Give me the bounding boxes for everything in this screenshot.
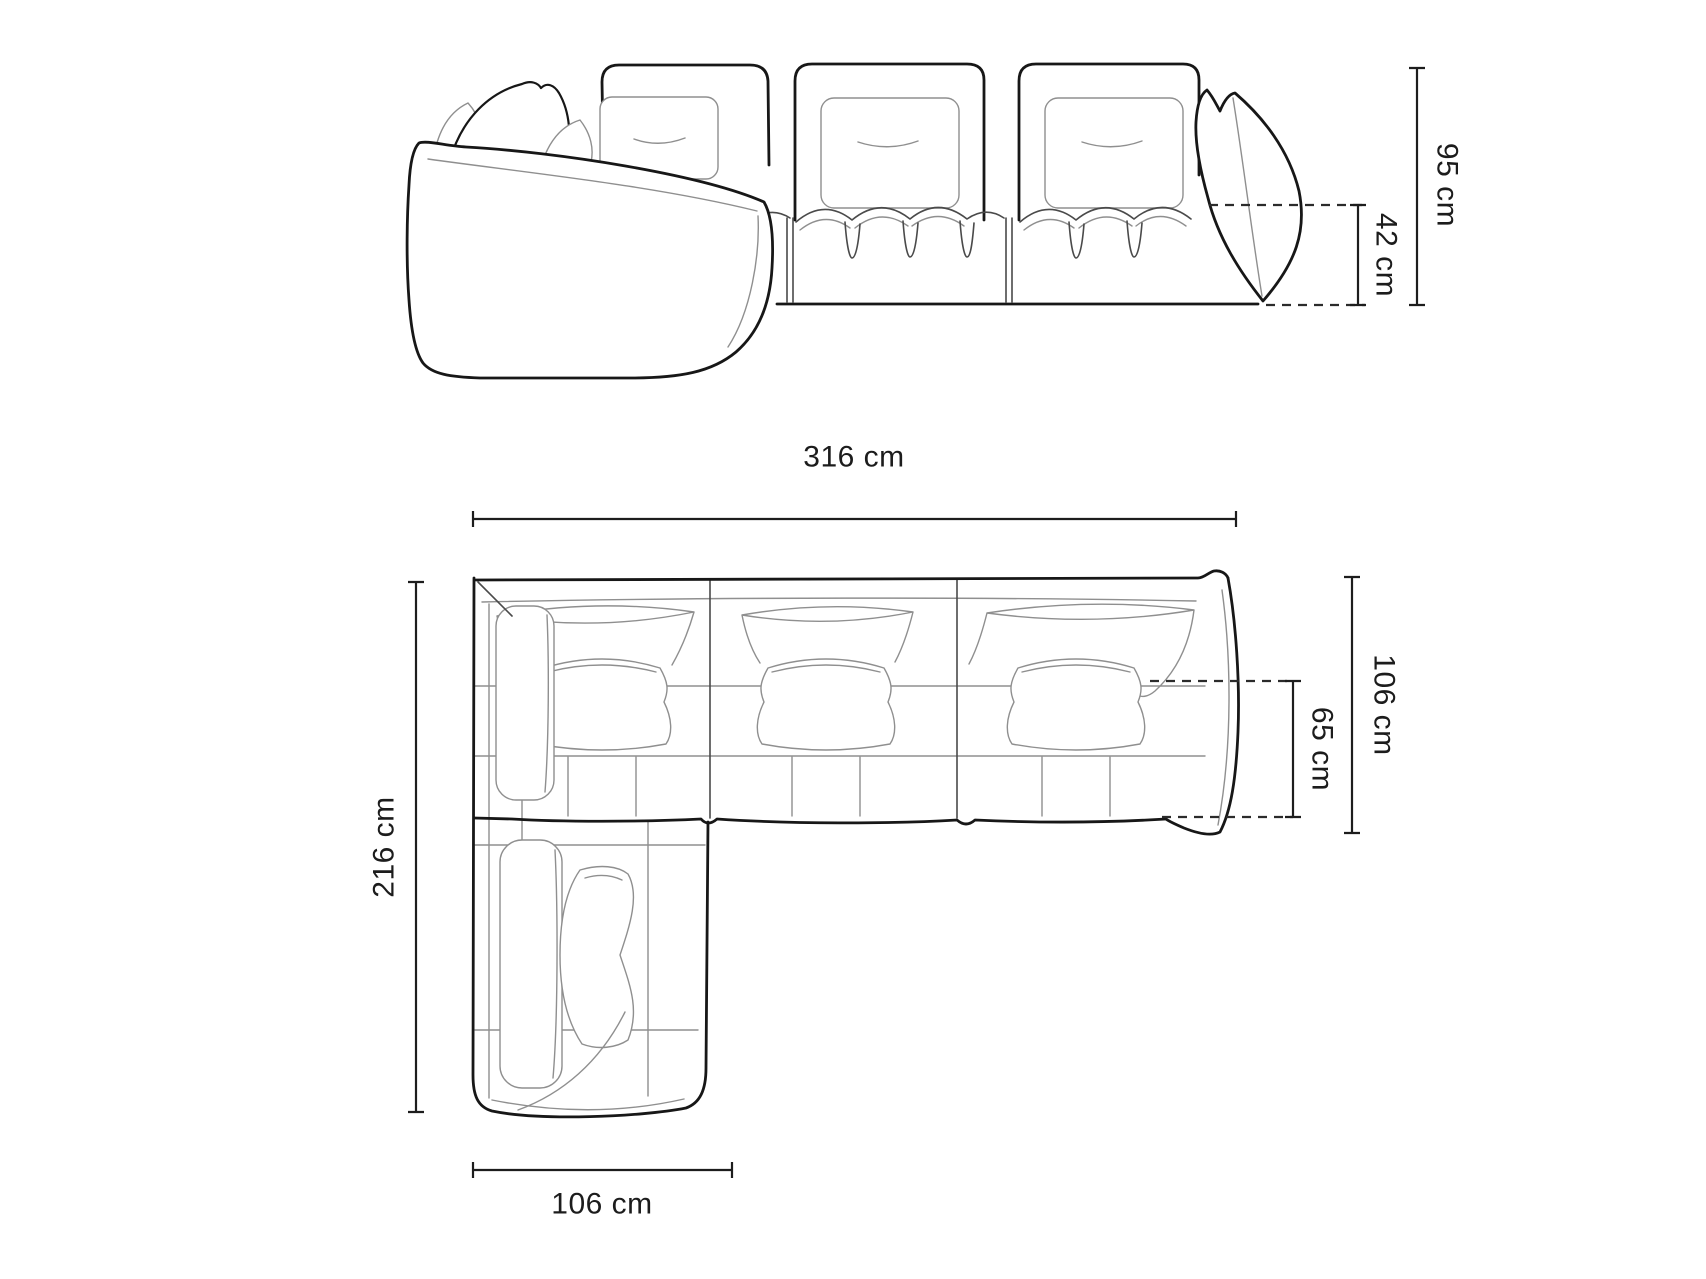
overall-height-dimension-line: [1409, 68, 1425, 305]
plan-seat-cushion-2: [757, 659, 894, 750]
overall-width-dimension-line: [473, 511, 1236, 527]
dim-label-seat-depth: 65 cm: [1305, 706, 1339, 792]
overall-depth-dimension-line: [408, 582, 424, 1112]
chaise-bottom-inner-arc: [492, 1099, 684, 1110]
seat-depth-dimension-line: [1285, 681, 1301, 817]
front-elevation-view: [407, 64, 1463, 378]
back-cushion-3: [1045, 98, 1183, 208]
dim-label-overall-height: 95 cm: [1430, 142, 1464, 228]
corner-element: [407, 142, 773, 378]
dim-label-overall-depth: 216 cm: [367, 796, 401, 898]
plan-bottom-edge: [474, 818, 1166, 824]
back-cushion-2: [821, 98, 959, 208]
side-depth-dimension-line: [1344, 577, 1360, 833]
plan-seat-cushion-3: [1007, 659, 1144, 750]
plan-inner-top-line: [482, 598, 1196, 602]
top-plan-view: [368, 441, 1401, 1221]
dim-label-overall-width: 316 cm: [803, 440, 905, 474]
chaise-seat-cushion: [560, 867, 633, 1048]
seat-tufts-2: [845, 221, 974, 258]
seat-scallops-3-inner: [1024, 217, 1186, 231]
plan-backrest-fan-2: [742, 607, 913, 663]
plan-tuft-verticals: [568, 757, 1110, 816]
chaise-back-cushion-lower: [500, 840, 562, 1088]
seat-scallops-2-inner: [800, 217, 964, 231]
plan-top-edge: [476, 571, 1228, 580]
dim-label-seat-height: 42 cm: [1369, 212, 1403, 298]
plan-right-arm-edge: [1166, 578, 1239, 834]
seat-height-dimension-line: [1350, 205, 1366, 305]
chaise-back-cushion-upper: [496, 606, 554, 800]
dim-label-side-depth: 106 cm: [1367, 654, 1401, 756]
right-arm-front: [1196, 90, 1302, 301]
module-seams: [787, 218, 1012, 302]
chaise-width-dimension-line: [473, 1162, 732, 1178]
dim-label-chaise-width: 106 cm: [551, 1187, 653, 1221]
plan-corner-fold: [478, 582, 512, 616]
sofa-front-drawing: [407, 64, 1301, 378]
plan-inner-arm-line: [1218, 590, 1229, 825]
sofa-plan-drawing: [473, 571, 1239, 1117]
